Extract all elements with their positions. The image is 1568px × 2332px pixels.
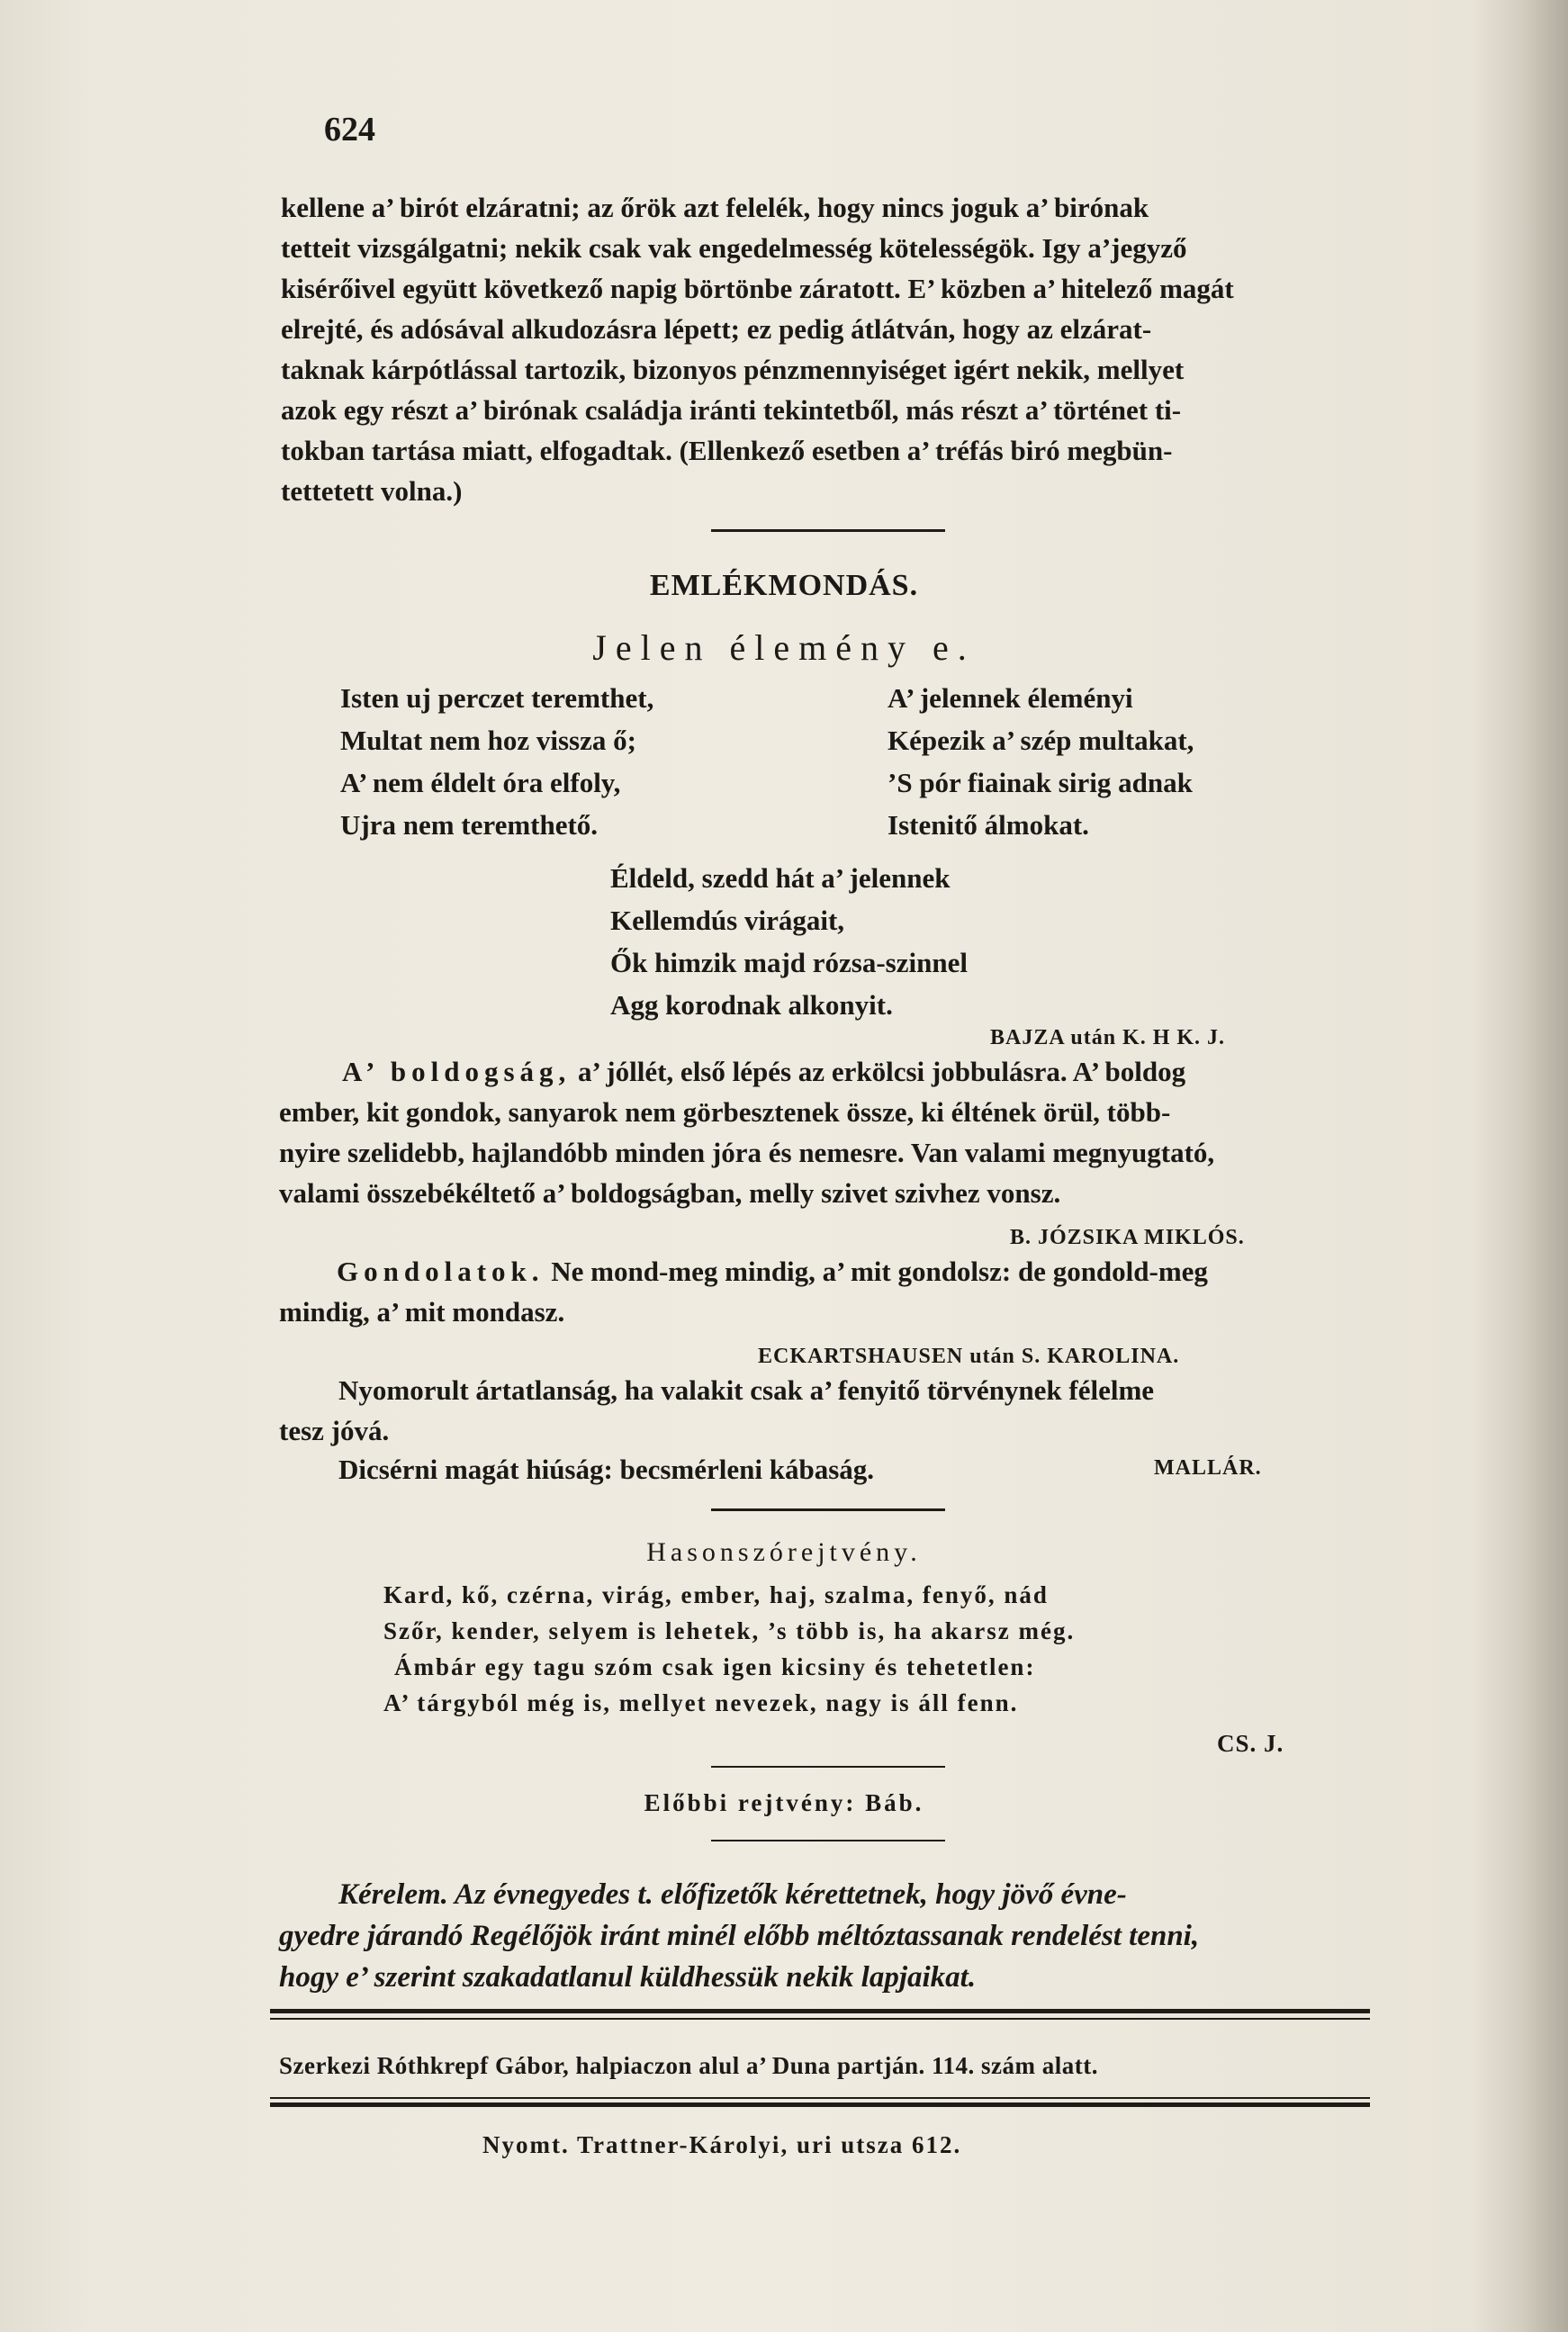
text-line: elrejté, és adósával alkudozásra lépett; ez pedig átlátván, hogy az elzárat- xyxy=(281,313,1152,345)
text-line: tesz jóvá. xyxy=(279,1415,390,1446)
text-line: nyire szelidebb, hajlandóbb minden jóra és nemesre. Van valami megnyugtató, xyxy=(279,1137,1215,1168)
maxim-text: a’ jóllét, első lépés az erkölcsi jobbulásra. A’ boldog xyxy=(578,1056,1186,1087)
subscription-request xyxy=(279,1874,1384,1998)
riddle-signature: CS. J. xyxy=(1217,1730,1284,1757)
footer-rule-thin xyxy=(270,2097,1370,2099)
printer-line: Nyomt. Trattner-Károlyi, uri utsza 612. xyxy=(482,2131,962,2158)
maxim-lead: A’ boldogság, xyxy=(342,1056,572,1087)
maxim-lead: Gondolatok. xyxy=(337,1256,545,1287)
text-line: Dicsérni magát hiúság: becsmérleni kábaság. xyxy=(338,1454,875,1485)
maxim-gondolatok xyxy=(279,1251,1384,1332)
maxim-signature: ECKARTSHAUSEN után S. KAROLINA. xyxy=(758,1345,1180,1368)
footer-rule-thin xyxy=(270,2018,1370,2020)
text-line: Kérelem. Az évnegyedes t. előfizetők kérettetnek, hogy jövő évne- xyxy=(338,1878,1127,1911)
text-line: tokban tartása miatt, elfogadtak. (Ellenkező esetben a’ tréfás biró megbün- xyxy=(281,435,1173,466)
poem-line: Éldeld, szedd hát a’ jelennek xyxy=(610,862,951,894)
text-line: mindig, a’ mit mondasz. xyxy=(279,1296,565,1328)
text-line: taknak kárpótlással tartozik, bizonyos pénzmennyiséget igért nekik, mellyet xyxy=(281,354,1185,385)
text-line: valami összebékéltető a’ boldogságban, melly szivet szivhez vonsz. xyxy=(279,1177,1061,1209)
previous-riddle: Előbbi rejtvény: Báb. xyxy=(644,1789,924,1816)
divider xyxy=(711,1840,945,1841)
poem-line: Istenitő álmokat. xyxy=(888,809,1089,841)
footer-rule-thick xyxy=(270,2009,1370,2013)
text-line: kisérőivel együtt következő napig börtönbe záratott. E’ közben a’ hitelező magát xyxy=(281,273,1234,304)
editor-line: Szerkezi Róthkrepf Gábor, halpiaczon alul a’ Duna partján. 114. szám alatt. xyxy=(279,2052,1099,2079)
maxim-signature: MALLÁR. xyxy=(1154,1456,1262,1480)
divider xyxy=(711,1766,945,1768)
intro-paragraph xyxy=(281,187,1384,511)
text-line xyxy=(279,1251,1384,1292)
text-line xyxy=(279,1051,1384,1092)
riddle-line: Szőr, kender, selyem is lehetek, ’s több is, ha akarsz még. xyxy=(383,1617,1076,1644)
poem-line: A’ jelennek éleményi xyxy=(888,682,1133,714)
text-line: ember, kit gondok, sanyarok nem görbesztenek össze, ki éltének örül, több- xyxy=(279,1096,1171,1128)
poem-line: Agg korodnak alkonyit. xyxy=(610,989,893,1021)
riddle-title: Hasonszórejtvény. xyxy=(646,1537,922,1567)
poem-line: Ujra nem teremthető. xyxy=(340,809,599,841)
poem-title: Jelen élemény e. xyxy=(592,627,976,668)
poem-right-column xyxy=(888,677,1194,846)
poem-line: Kellemdús virágait, xyxy=(610,905,845,936)
poem-signature: BAJZA után K. H K. J. xyxy=(990,1026,1226,1049)
poem-line: Ők himzik majd rózsa-szinnel xyxy=(610,947,968,978)
divider xyxy=(711,1508,945,1511)
poem-final-stanza xyxy=(610,857,968,1026)
poem-left-column xyxy=(340,677,653,846)
maxim-boldogsag xyxy=(279,1051,1384,1213)
poem-line: Képezik a’ szép multakat, xyxy=(888,725,1194,756)
page-fold-shadow xyxy=(1469,0,1568,2332)
maxim-signature: B. JÓZSIKA MIKLÓS. xyxy=(1010,1226,1245,1249)
poem-line: Isten uj perczet teremthet, xyxy=(340,682,654,714)
poem-line: ’S pór fiainak sirig adnak xyxy=(888,767,1193,798)
maxim-text: Ne mond-meg mindig, a’ mit gondolsz: de gondold-meg xyxy=(551,1256,1208,1287)
text-line: gyedre járandó Regélőjök iránt minél előbb méltóztassanak rendelést tenni, xyxy=(279,1920,1200,1952)
riddle-body xyxy=(383,1577,1075,1721)
poem-line: A’ nem éldelt óra elfoly, xyxy=(340,767,621,798)
poem-line: Multat nem hoz vissza ő; xyxy=(340,725,636,756)
section-title: EMLÉKMONDÁS. xyxy=(649,569,919,602)
divider xyxy=(711,529,945,532)
text-line: kellene a’ birót elzáratni; az őrök azt felelék, hogy nincs joguk a’ birónak xyxy=(281,192,1149,223)
maxim-dicserni xyxy=(338,1449,874,1490)
riddle-line: Ámbár egy tagu szóm csak igen kicsiny és tehetetlen: xyxy=(394,1653,1036,1680)
riddle-line: Kard, kő, czérna, virág, ember, haj, szalma, fenyő, nád xyxy=(383,1581,1049,1608)
maxim-artatlansag xyxy=(279,1370,1384,1451)
text-line: azok egy részt a’ birónak családja iránti tekintetből, más részt a’ történet ti- xyxy=(281,394,1182,426)
text-line: tetteit vizsgálgatni; nekik csak vak engedelmesség kötelességök. Igy a’jegyző xyxy=(281,232,1187,264)
riddle-line: A’ tárgyból még is, mellyet nevezek, nagy is áll fenn. xyxy=(383,1689,1019,1716)
text-line: Nyomorult ártatlanság, ha valakit csak a’ fenyitő törvénynek félelme xyxy=(338,1374,1155,1406)
text-line: hogy e’ szerint szakadatlanul küldhessük nekik lapjaikat. xyxy=(279,1961,977,1994)
footer-rule-thick xyxy=(270,2102,1370,2107)
text-line: tettetett volna.) xyxy=(281,475,463,507)
page-number: 624 xyxy=(324,111,375,149)
